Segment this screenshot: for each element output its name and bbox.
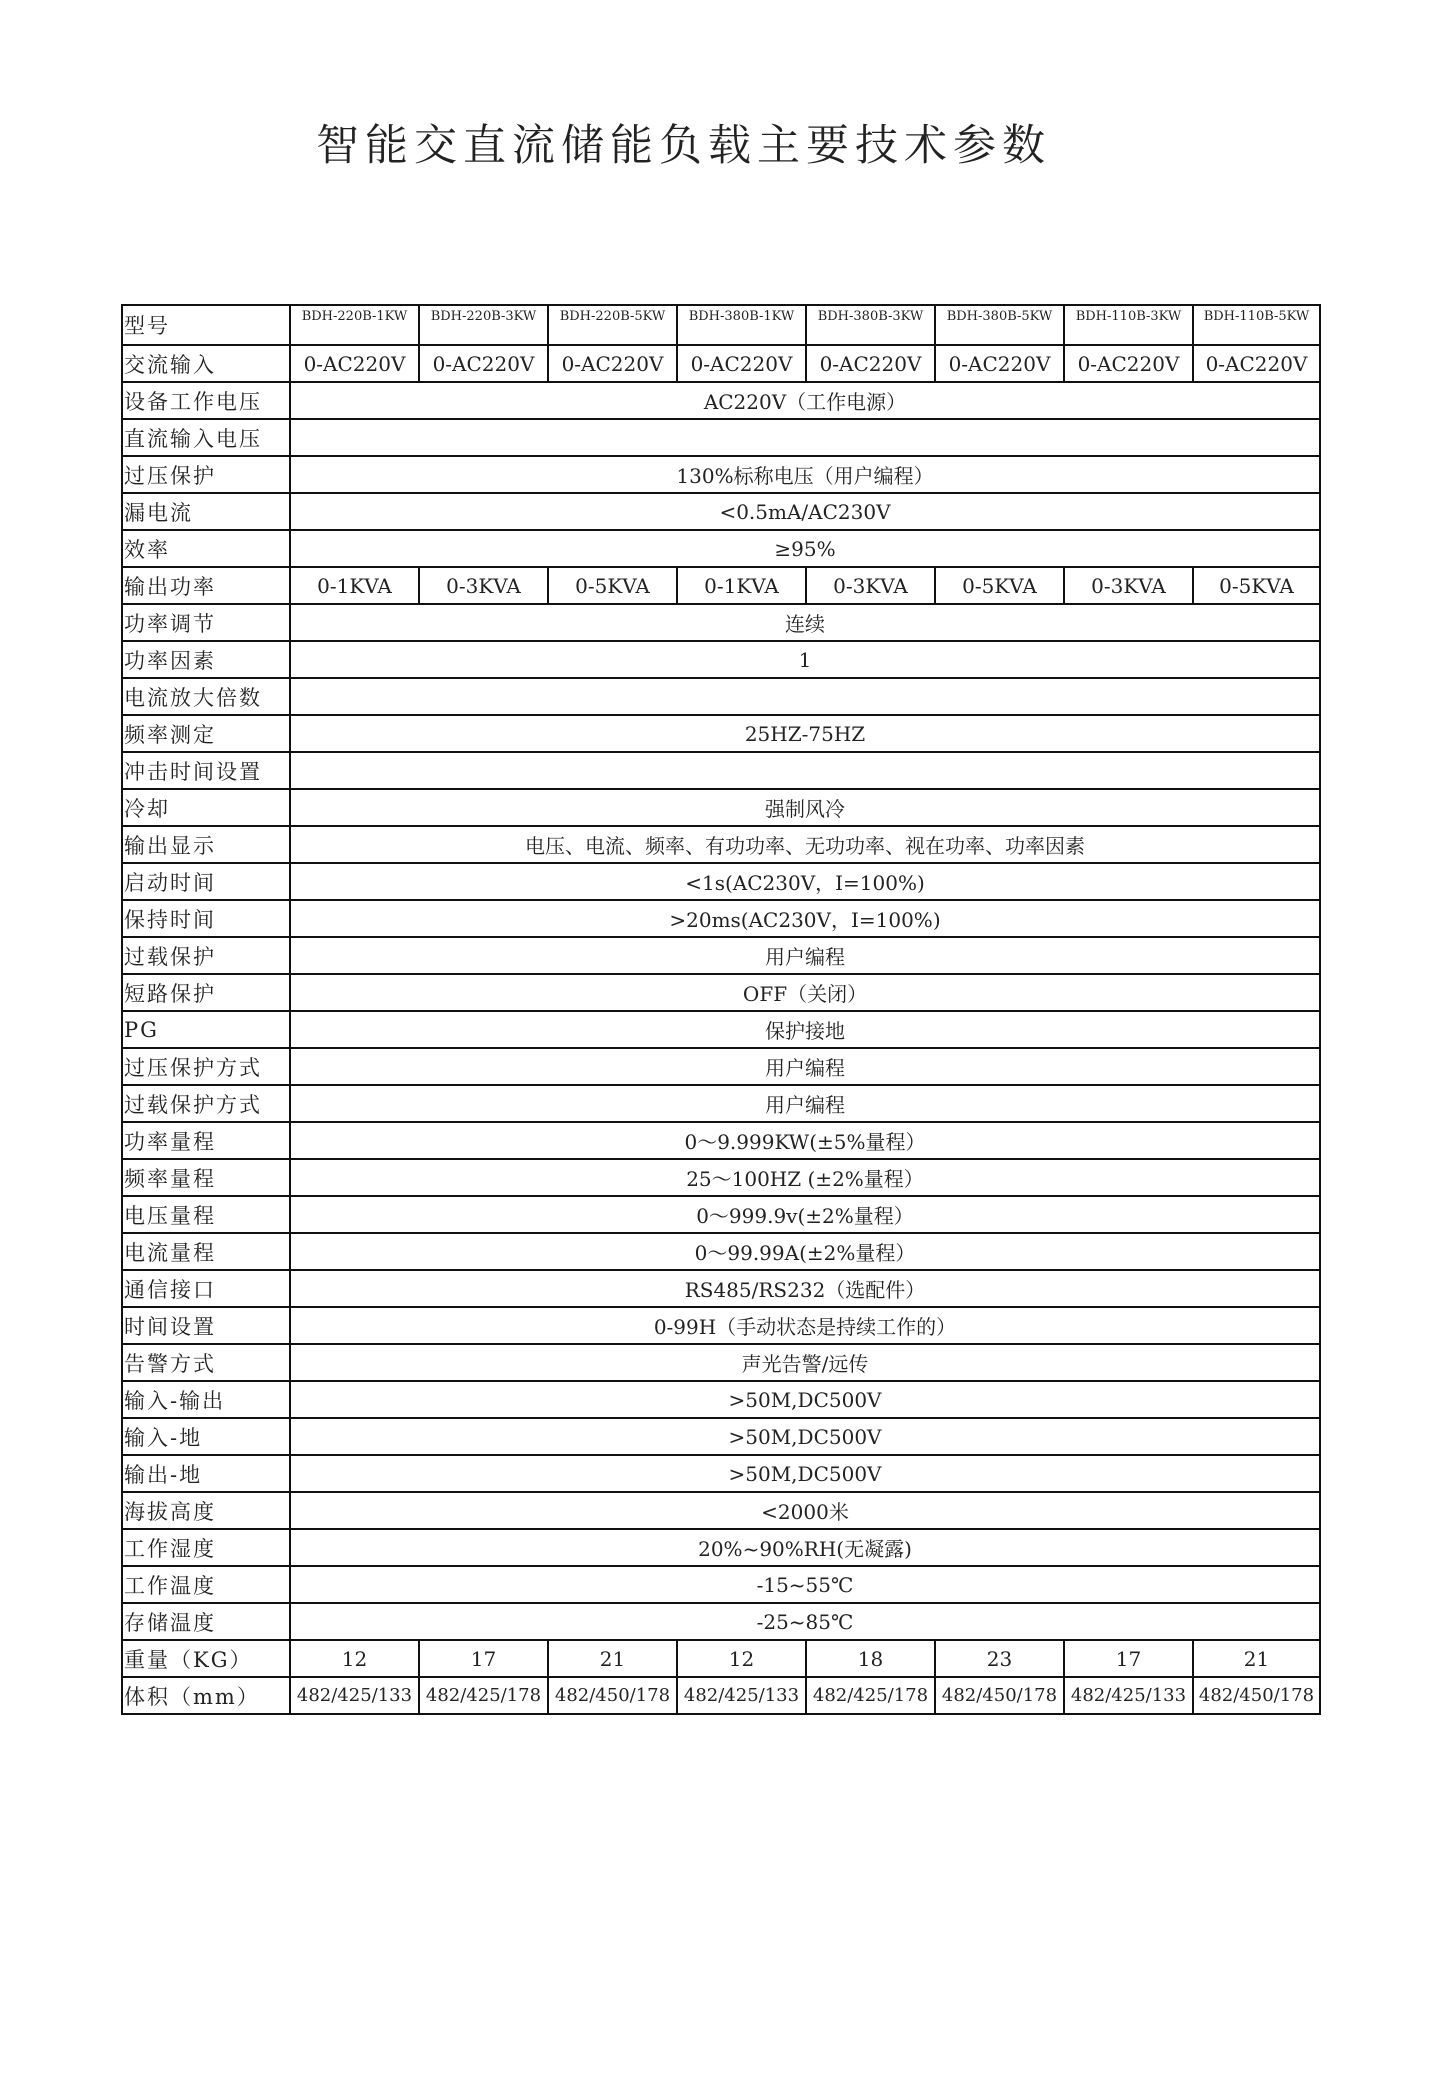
- table-cell-merged: >50M,DC500V: [290, 1381, 1320, 1418]
- table-cell: 21: [1193, 1640, 1320, 1677]
- row-label: 输出-地: [122, 1455, 290, 1492]
- row-label: 交流输入: [122, 345, 290, 382]
- table-cell: BDH-380B-3KW: [806, 305, 935, 345]
- table-row: [122, 1085, 1320, 1122]
- table-cell: 0-5KVA: [935, 567, 1064, 604]
- table-cell-merged: 连续: [290, 604, 1320, 641]
- table-cell: 482/425/133: [290, 1677, 419, 1714]
- table-row: [122, 1344, 1320, 1381]
- table-row: [122, 1381, 1320, 1418]
- row-label: 体积（mm）: [122, 1677, 290, 1714]
- table-row: [122, 900, 1320, 937]
- row-label: 功率因素: [122, 641, 290, 678]
- table-cell-merged: [290, 419, 1320, 456]
- table-cell-merged: ≥95%: [290, 530, 1320, 567]
- row-label: 保持时间: [122, 900, 290, 937]
- table-row: [122, 1011, 1320, 1048]
- table-cell: BDH-220B-1KW: [290, 305, 419, 345]
- table-cell: 0-5KVA: [1193, 567, 1320, 604]
- row-label: 过载保护方式: [122, 1085, 290, 1122]
- row-label: 短路保护: [122, 974, 290, 1011]
- table-cell-merged: 强制风冷: [290, 789, 1320, 826]
- table-cell-merged: 0～9.999KW(±5%量程）: [290, 1122, 1320, 1159]
- table-row: [122, 1270, 1320, 1307]
- table-row: [122, 863, 1320, 900]
- table-row: [122, 1455, 1320, 1492]
- table-row: [122, 974, 1320, 1011]
- table-cell-merged: 0～999.9v(±2%量程）: [290, 1196, 1320, 1233]
- table-cell: 0-AC220V: [806, 345, 935, 382]
- table-row: [122, 382, 1320, 419]
- table-row: [122, 1492, 1320, 1529]
- table-cell: 0-5KVA: [548, 567, 677, 604]
- table-cell: 12: [290, 1640, 419, 1677]
- row-label: 型号: [122, 305, 290, 345]
- table-cell: 17: [419, 1640, 548, 1677]
- row-label: 通信接口: [122, 1270, 290, 1307]
- table-row: [122, 1307, 1320, 1344]
- table-cell-merged: 用户编程: [290, 1085, 1320, 1122]
- table-cell-merged: 25～100HZ (±2%量程）: [290, 1159, 1320, 1196]
- row-label: 海拔高度: [122, 1492, 290, 1529]
- table-row: [122, 345, 1320, 382]
- table-row: [122, 1640, 1320, 1677]
- table-cell: 482/450/178: [935, 1677, 1064, 1714]
- table-cell: 0-AC220V: [935, 345, 1064, 382]
- table-row: [122, 826, 1320, 863]
- row-label: 直流输入电压: [122, 419, 290, 456]
- table-cell-merged: <2000米: [290, 1492, 1320, 1529]
- table-cell: BDH-380B-1KW: [677, 305, 806, 345]
- table-cell: 0-3KVA: [806, 567, 935, 604]
- table-cell-merged: 0～99.99A(±2%量程）: [290, 1233, 1320, 1270]
- table-cell: 482/425/133: [677, 1677, 806, 1714]
- table-cell-merged: <0.5mA/AC230V: [290, 493, 1320, 530]
- table-cell-merged: 0-99H（手动状态是持续工作的）: [290, 1307, 1320, 1344]
- table-cell: 0-1KVA: [677, 567, 806, 604]
- row-label: PG: [122, 1011, 290, 1048]
- table-cell: BDH-110B-5KW: [1193, 305, 1320, 345]
- row-label: 冷却: [122, 789, 290, 826]
- table-row: [122, 752, 1320, 789]
- table-cell: 482/425/178: [806, 1677, 935, 1714]
- table-cell-merged: 用户编程: [290, 1048, 1320, 1085]
- table-cell: 0-3KVA: [1064, 567, 1193, 604]
- table-cell-merged: 1: [290, 641, 1320, 678]
- table-cell: 482/425/178: [419, 1677, 548, 1714]
- table-cell: 21: [548, 1640, 677, 1677]
- table-cell-merged: >50M,DC500V: [290, 1418, 1320, 1455]
- table-cell-merged: -25~85℃: [290, 1603, 1320, 1640]
- row-label: 时间设置: [122, 1307, 290, 1344]
- table-row: [122, 604, 1320, 641]
- table-cell-merged: 25HZ-75HZ: [290, 715, 1320, 752]
- table-row: [122, 1418, 1320, 1455]
- table-cell: 23: [935, 1640, 1064, 1677]
- row-label: 输出显示: [122, 826, 290, 863]
- table-cell: 0-AC220V: [419, 345, 548, 382]
- spec-table-body: [122, 305, 1320, 1714]
- row-label: 功率调节: [122, 604, 290, 641]
- table-row: [122, 456, 1320, 493]
- table-row: [122, 1159, 1320, 1196]
- table-cell-merged: 电压、电流、频率、有功功率、无功功率、视在功率、功率因素: [290, 826, 1320, 863]
- table-cell-merged: OFF（关闭）: [290, 974, 1320, 1011]
- table-cell: BDH-220B-3KW: [419, 305, 548, 345]
- table-cell: 0-AC220V: [290, 345, 419, 382]
- table-cell-merged: RS485/RS232（选配件）: [290, 1270, 1320, 1307]
- table-row: [122, 789, 1320, 826]
- table-cell: 0-AC220V: [677, 345, 806, 382]
- table-row: [122, 567, 1320, 604]
- table-row: [122, 305, 1320, 345]
- table-row: [122, 1122, 1320, 1159]
- row-label: 过载保护: [122, 937, 290, 974]
- table-row: [122, 1196, 1320, 1233]
- table-cell: 17: [1064, 1640, 1193, 1677]
- row-label: 输入-输出: [122, 1381, 290, 1418]
- row-label: 电流量程: [122, 1233, 290, 1270]
- row-label: 重量（KG）: [122, 1640, 290, 1677]
- table-row: [122, 678, 1320, 715]
- table-row: [122, 530, 1320, 567]
- table-cell-merged: [290, 678, 1320, 715]
- page-title: 智能交直流储能负载主要技术参数: [316, 121, 1051, 171]
- table-row: [122, 1529, 1320, 1566]
- table-cell: BDH-110B-3KW: [1064, 305, 1193, 345]
- table-cell: 0-AC220V: [1064, 345, 1193, 382]
- table-cell: 0-AC220V: [548, 345, 677, 382]
- table-cell: 482/450/178: [1193, 1677, 1320, 1714]
- table-cell: 482/450/178: [548, 1677, 677, 1714]
- table-cell-merged: >20ms(AC230V，I=100%): [290, 900, 1320, 937]
- table-cell: 18: [806, 1640, 935, 1677]
- table-cell-merged: 用户编程: [290, 937, 1320, 974]
- table-cell-merged: 声光告警/远传: [290, 1344, 1320, 1381]
- table-cell: 0-AC220V: [1193, 345, 1320, 382]
- row-label: 过压保护: [122, 456, 290, 493]
- row-label: 效率: [122, 530, 290, 567]
- table-cell: 482/425/133: [1064, 1677, 1193, 1714]
- table-cell-merged: 130%标称电压（用户编程）: [290, 456, 1320, 493]
- table-cell-merged: 20%~90%RH(无凝露): [290, 1529, 1320, 1566]
- row-label: 输出功率: [122, 567, 290, 604]
- row-label: 工作温度: [122, 1566, 290, 1603]
- table-cell: BDH-220B-5KW: [548, 305, 677, 345]
- row-label: 冲击时间设置: [122, 752, 290, 789]
- row-label: 频率测定: [122, 715, 290, 752]
- table-cell-merged: <1s(AC230V，I=100%): [290, 863, 1320, 900]
- table-cell-merged: [290, 752, 1320, 789]
- table-row: [122, 493, 1320, 530]
- table-row: [122, 1566, 1320, 1603]
- row-label: 启动时间: [122, 863, 290, 900]
- table-cell: BDH-380B-5KW: [935, 305, 1064, 345]
- table-cell-merged: AC220V（工作电源）: [290, 382, 1320, 419]
- row-label: 频率量程: [122, 1159, 290, 1196]
- table-row: [122, 1233, 1320, 1270]
- table-row: [122, 1677, 1320, 1714]
- row-label: 输入-地: [122, 1418, 290, 1455]
- table-row: [122, 419, 1320, 456]
- row-label: 存储温度: [122, 1603, 290, 1640]
- row-label: 电压量程: [122, 1196, 290, 1233]
- table-cell: 0-1KVA: [290, 567, 419, 604]
- table-cell: 0-3KVA: [419, 567, 548, 604]
- row-label: 功率量程: [122, 1122, 290, 1159]
- table-row: [122, 715, 1320, 752]
- row-label: 电流放大倍数: [122, 678, 290, 715]
- row-label: 漏电流: [122, 493, 290, 530]
- table-cell-merged: -15~55℃: [290, 1566, 1320, 1603]
- table-row: [122, 1048, 1320, 1085]
- table-cell: 12: [677, 1640, 806, 1677]
- row-label: 设备工作电压: [122, 382, 290, 419]
- spec-table: [121, 304, 1321, 1715]
- table-cell-merged: 保护接地: [290, 1011, 1320, 1048]
- table-row: [122, 641, 1320, 678]
- table-row: [122, 937, 1320, 974]
- table-cell-merged: >50M,DC500V: [290, 1455, 1320, 1492]
- row-label: 工作湿度: [122, 1529, 290, 1566]
- row-label: 告警方式: [122, 1344, 290, 1381]
- row-label: 过压保护方式: [122, 1048, 290, 1085]
- table-row: [122, 1603, 1320, 1640]
